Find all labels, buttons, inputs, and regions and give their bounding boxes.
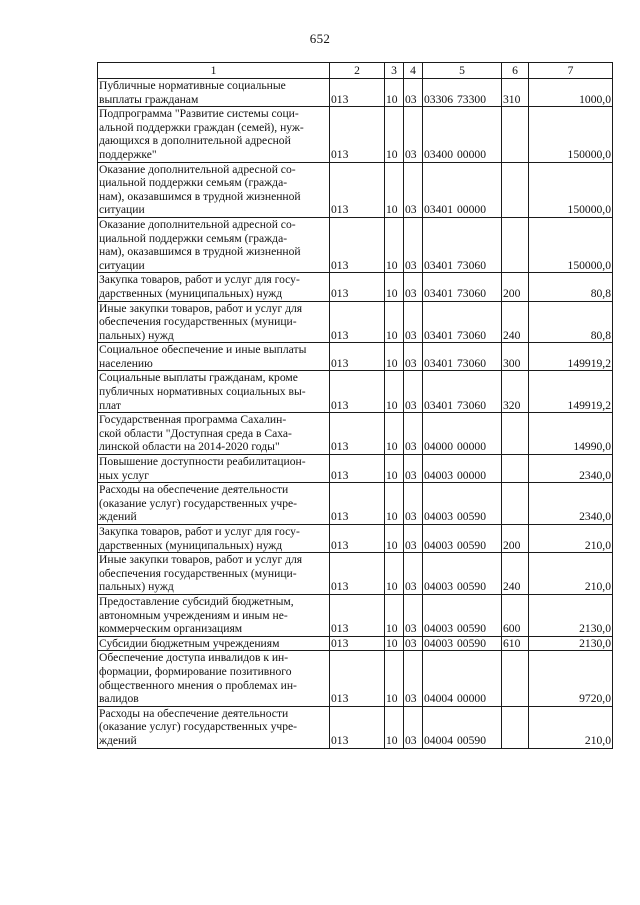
table-row bbox=[98, 273, 613, 301]
row-name-cell bbox=[98, 706, 330, 748]
budget-table-body bbox=[98, 63, 613, 749]
row-name-cell bbox=[98, 553, 330, 595]
row-expense-type bbox=[502, 162, 529, 217]
row-amount: 80,8 bbox=[529, 301, 613, 343]
row-subsection-code: 03 bbox=[404, 79, 423, 107]
table-row bbox=[98, 371, 613, 413]
row-name: Подпрограмма "Развитие системы соци- альной поддержки граждан (семей), нуж- дающихся в дополнительной адресной поддержке" bbox=[99, 107, 304, 161]
table-row bbox=[98, 455, 613, 483]
row-target-code-part-a: 03401 bbox=[424, 286, 453, 300]
row-expense-type bbox=[502, 706, 529, 748]
row-name-cell bbox=[98, 483, 330, 525]
row-name: Субсидии бюджетным учреждениям bbox=[99, 636, 280, 650]
row-admin-code: 013 bbox=[330, 107, 385, 162]
row-target-code-part-b: 00590 bbox=[457, 622, 486, 636]
row-target-code bbox=[423, 413, 502, 455]
row-target-code-part-a: 04003 bbox=[424, 468, 453, 482]
row-target-code-part-a: 03401 bbox=[424, 258, 453, 272]
row-target-code-part-b: 73060 bbox=[457, 398, 486, 412]
row-name: Предоставление субсидий бюджетным, автономным учреждениям и иным не- коммерческим организациям bbox=[99, 594, 294, 636]
row-subsection-code: 03 bbox=[404, 651, 423, 706]
row-target-code-part-a: 04003 bbox=[424, 538, 453, 552]
row-target-code-part-a: 03401 bbox=[424, 356, 453, 370]
header-cell-1: 1 bbox=[98, 63, 330, 79]
budget-table bbox=[97, 62, 613, 749]
row-expense-type: 300 bbox=[502, 343, 529, 371]
row-admin-code: 013 bbox=[330, 594, 385, 636]
row-admin-code: 013 bbox=[330, 706, 385, 748]
row-target-code bbox=[423, 483, 502, 525]
row-section-code: 10 bbox=[385, 301, 404, 343]
header-cell-3: 3 bbox=[385, 63, 404, 79]
table-row bbox=[98, 301, 613, 343]
row-subsection-code: 03 bbox=[404, 483, 423, 525]
row-name-cell bbox=[98, 651, 330, 706]
table-row bbox=[98, 343, 613, 371]
row-subsection-code: 03 bbox=[404, 217, 423, 272]
row-admin-code: 013 bbox=[330, 483, 385, 525]
row-expense-type bbox=[502, 455, 529, 483]
row-section-code: 10 bbox=[385, 636, 404, 651]
row-target-code bbox=[423, 301, 502, 343]
row-admin-code: 013 bbox=[330, 301, 385, 343]
row-target-code bbox=[423, 594, 502, 636]
row-section-code: 10 bbox=[385, 553, 404, 595]
row-name: Социальное обеспечение и иные выплаты населению bbox=[99, 343, 307, 370]
row-target-code-part-b: 00000 bbox=[457, 692, 486, 706]
row-amount: 210,0 bbox=[529, 553, 613, 595]
row-target-code-part-a: 04004 bbox=[424, 733, 453, 747]
row-expense-type: 200 bbox=[502, 525, 529, 553]
row-name-cell bbox=[98, 636, 330, 651]
row-section-code: 10 bbox=[385, 413, 404, 455]
row-target-code bbox=[423, 107, 502, 162]
row-target-code-part-b: 00590 bbox=[457, 538, 486, 552]
row-expense-type: 240 bbox=[502, 553, 529, 595]
row-target-code bbox=[423, 273, 502, 301]
row-name-cell bbox=[98, 79, 330, 107]
row-subsection-code: 03 bbox=[404, 636, 423, 651]
row-target-code-part-a: 04004 bbox=[424, 692, 453, 706]
row-target-code bbox=[423, 706, 502, 748]
row-target-code-part-a: 03401 bbox=[424, 328, 453, 342]
row-amount: 2130,0 bbox=[529, 636, 613, 651]
row-name: Обеспечение доступа инвалидов к ин- формации, формирование позитивного общественного мнения о проблемах ин- валидов bbox=[99, 651, 297, 706]
row-section-code: 10 bbox=[385, 525, 404, 553]
row-target-code-part-a: 04003 bbox=[424, 580, 453, 594]
row-section-code: 10 bbox=[385, 217, 404, 272]
row-section-code: 10 bbox=[385, 79, 404, 107]
row-admin-code: 013 bbox=[330, 79, 385, 107]
row-name-cell bbox=[98, 343, 330, 371]
row-expense-type bbox=[502, 217, 529, 272]
row-target-code bbox=[423, 651, 502, 706]
row-target-code-part-b: 73060 bbox=[457, 328, 486, 342]
row-amount: 150000,0 bbox=[529, 162, 613, 217]
row-subsection-code: 03 bbox=[404, 525, 423, 553]
row-admin-code: 013 bbox=[330, 525, 385, 553]
row-expense-type: 310 bbox=[502, 79, 529, 107]
row-section-code: 10 bbox=[385, 455, 404, 483]
row-admin-code: 013 bbox=[330, 162, 385, 217]
row-name: Социальные выплаты гражданам, кроме публичных нормативных социальных вы- плат bbox=[99, 371, 306, 412]
row-target-code-part-a: 04003 bbox=[424, 636, 453, 650]
row-name-cell bbox=[98, 455, 330, 483]
row-subsection-code: 03 bbox=[404, 301, 423, 343]
row-subsection-code: 03 bbox=[404, 594, 423, 636]
row-target-code-part-b: 00590 bbox=[457, 733, 486, 747]
row-name-cell bbox=[98, 217, 330, 272]
row-amount: 149919,2 bbox=[529, 343, 613, 371]
row-target-code-part-a: 03400 bbox=[424, 147, 453, 161]
row-name-cell bbox=[98, 162, 330, 217]
row-amount: 210,0 bbox=[529, 525, 613, 553]
row-target-code-part-a: 04003 bbox=[424, 622, 453, 636]
row-name: Иные закупки товаров, работ и услуг для обеспечения государственных (муници- пальных) нужд bbox=[99, 553, 303, 594]
table-header-row bbox=[98, 63, 613, 79]
row-target-code-part-b: 00590 bbox=[457, 510, 486, 524]
row-subsection-code: 03 bbox=[404, 273, 423, 301]
row-amount: 150000,0 bbox=[529, 107, 613, 162]
row-name: Оказание дополнительной адресной со- циальной поддержки семьям (гражда- нам), оказавшимся в трудной жизненной ситуации bbox=[99, 162, 301, 217]
row-target-code-part-a: 03401 bbox=[424, 203, 453, 217]
row-amount: 210,0 bbox=[529, 706, 613, 748]
row-admin-code: 013 bbox=[330, 413, 385, 455]
row-section-code: 10 bbox=[385, 107, 404, 162]
row-target-code-part-b: 00590 bbox=[457, 580, 486, 594]
row-subsection-code: 03 bbox=[404, 706, 423, 748]
row-name: Расходы на обеспечение деятельности (оказание услуг) государственных учре- ждений bbox=[99, 483, 298, 524]
row-section-code: 10 bbox=[385, 371, 404, 413]
row-target-code-part-b: 00000 bbox=[457, 203, 486, 217]
row-section-code: 10 bbox=[385, 162, 404, 217]
row-name-cell bbox=[98, 413, 330, 455]
table-row bbox=[98, 413, 613, 455]
row-admin-code: 013 bbox=[330, 636, 385, 651]
row-subsection-code: 03 bbox=[404, 343, 423, 371]
row-target-code bbox=[423, 371, 502, 413]
row-name: Оказание дополнительной адресной со- циальной поддержки семьям (гражда- нам), оказавшимся в трудной жизненной ситуации bbox=[99, 217, 301, 272]
row-target-code bbox=[423, 162, 502, 217]
row-name-cell bbox=[98, 525, 330, 553]
table-row bbox=[98, 483, 613, 525]
row-admin-code: 013 bbox=[330, 455, 385, 483]
row-target-code-part-a: 03306 bbox=[424, 92, 453, 106]
row-amount: 14990,0 bbox=[529, 413, 613, 455]
row-subsection-code: 03 bbox=[404, 455, 423, 483]
row-target-code bbox=[423, 343, 502, 371]
table-row bbox=[98, 553, 613, 595]
table-row bbox=[98, 162, 613, 217]
row-amount: 2130,0 bbox=[529, 594, 613, 636]
row-name-cell bbox=[98, 273, 330, 301]
row-name: Государственная программа Сахалин- ской области "Доступная среда в Саха- линской области на 2014-2020 годы" bbox=[99, 413, 292, 454]
row-amount: 2340,0 bbox=[529, 455, 613, 483]
row-target-code-part-b: 73060 bbox=[457, 286, 486, 300]
row-target-code bbox=[423, 525, 502, 553]
row-subsection-code: 03 bbox=[404, 162, 423, 217]
row-amount: 150000,0 bbox=[529, 217, 613, 272]
row-amount: 149919,2 bbox=[529, 371, 613, 413]
row-target-code-part-b: 73300 bbox=[457, 92, 486, 106]
row-target-code-part-a: 04003 bbox=[424, 510, 453, 524]
row-name-cell bbox=[98, 594, 330, 636]
row-section-code: 10 bbox=[385, 273, 404, 301]
row-expense-type: 240 bbox=[502, 301, 529, 343]
row-admin-code: 013 bbox=[330, 273, 385, 301]
row-admin-code: 013 bbox=[330, 343, 385, 371]
row-subsection-code: 03 bbox=[404, 371, 423, 413]
row-expense-type bbox=[502, 413, 529, 455]
row-section-code: 10 bbox=[385, 343, 404, 371]
row-target-code bbox=[423, 636, 502, 651]
row-expense-type: 200 bbox=[502, 273, 529, 301]
row-expense-type bbox=[502, 651, 529, 706]
row-amount: 9720,0 bbox=[529, 651, 613, 706]
row-target-code-part-b: 00000 bbox=[457, 440, 486, 454]
table-row bbox=[98, 594, 613, 636]
row-amount: 2340,0 bbox=[529, 483, 613, 525]
row-subsection-code: 03 bbox=[404, 413, 423, 455]
table-row bbox=[98, 217, 613, 272]
row-admin-code: 013 bbox=[330, 651, 385, 706]
header-cell-7: 7 bbox=[529, 63, 613, 79]
header-cell-2: 2 bbox=[330, 63, 385, 79]
table-row bbox=[98, 651, 613, 706]
row-name: Расходы на обеспечение деятельности (оказание услуг) государственных учре- ждений bbox=[99, 706, 298, 747]
header-cell-6: 6 bbox=[502, 63, 529, 79]
row-name-cell bbox=[98, 301, 330, 343]
row-amount: 1000,0 bbox=[529, 79, 613, 107]
row-name: Иные закупки товаров, работ и услуг для обеспечения государственных (муници- пальных) нужд bbox=[99, 301, 303, 342]
row-admin-code: 013 bbox=[330, 371, 385, 413]
row-name: Повышение доступности реабилитацион- ных услуг bbox=[99, 455, 306, 482]
row-target-code-part-b: 73060 bbox=[457, 356, 486, 370]
row-name: Публичные нормативные социальные выплаты гражданам bbox=[99, 79, 286, 106]
table-row bbox=[98, 636, 613, 651]
row-expense-type: 320 bbox=[502, 371, 529, 413]
row-section-code: 10 bbox=[385, 483, 404, 525]
row-expense-type bbox=[502, 483, 529, 525]
row-amount: 80,8 bbox=[529, 273, 613, 301]
row-admin-code: 013 bbox=[330, 217, 385, 272]
row-target-code-part-b: 00590 bbox=[457, 636, 486, 650]
row-target-code-part-a: 03401 bbox=[424, 398, 453, 412]
row-target-code bbox=[423, 553, 502, 595]
page-number: 652 bbox=[309, 31, 331, 46]
row-expense-type bbox=[502, 107, 529, 162]
header-cell-5: 5 bbox=[423, 63, 502, 79]
row-section-code: 10 bbox=[385, 706, 404, 748]
row-expense-type: 600 bbox=[502, 594, 529, 636]
table-row bbox=[98, 525, 613, 553]
row-target-code bbox=[423, 455, 502, 483]
row-section-code: 10 bbox=[385, 594, 404, 636]
row-expense-type: 610 bbox=[502, 636, 529, 651]
row-target-code-part-b: 00000 bbox=[457, 147, 486, 161]
row-name: Закупка товаров, работ и услуг для госу- дарственных (муниципальных) нужд bbox=[99, 273, 300, 300]
row-name-cell bbox=[98, 107, 330, 162]
table-row bbox=[98, 706, 613, 748]
header-cell-4: 4 bbox=[404, 63, 423, 79]
row-target-code-part-b: 73060 bbox=[457, 258, 486, 272]
table-row bbox=[98, 79, 613, 107]
table-row bbox=[98, 107, 613, 162]
row-target-code bbox=[423, 217, 502, 272]
row-target-code-part-a: 04000 bbox=[424, 440, 453, 454]
row-subsection-code: 03 bbox=[404, 107, 423, 162]
row-section-code: 10 bbox=[385, 651, 404, 706]
row-subsection-code: 03 bbox=[404, 553, 423, 595]
row-target-code bbox=[423, 79, 502, 107]
row-name: Закупка товаров, работ и услуг для госу- дарственных (муниципальных) нужд bbox=[99, 525, 300, 552]
row-name-cell bbox=[98, 371, 330, 413]
row-admin-code: 013 bbox=[330, 553, 385, 595]
row-target-code-part-b: 00000 bbox=[457, 468, 486, 482]
